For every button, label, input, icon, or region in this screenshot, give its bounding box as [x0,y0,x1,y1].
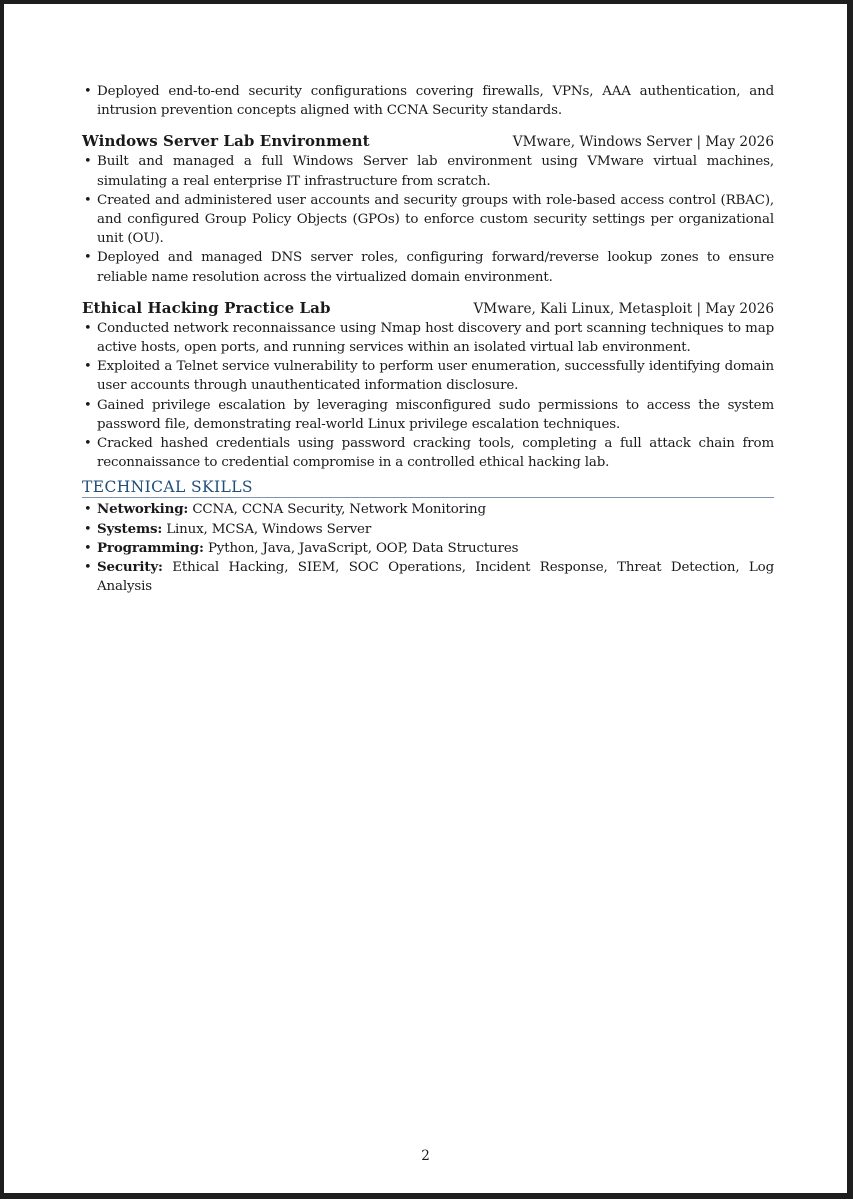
project-header [82,299,774,317]
project-header [82,132,774,150]
project-meta: VMware, Windows Server | May 2026 [512,134,774,151]
skill-item [82,539,774,558]
skill-label: Systems: [97,520,163,537]
bullet-icon: • [84,320,92,336]
project-title: Ethical Hacking Practice Lab [82,298,331,317]
project-meta: VMware, Kali Linux, Metasploit | May 2026 [473,300,774,317]
bullet-text: Exploited a Telnet service vulnerability to perform user enumeration, successfully identifying domain user accounts through unauthenticated information disclosure. [97,359,774,394]
skill-label: Networking: [97,501,189,518]
bullet-icon: • [84,397,92,413]
resume-page [4,4,847,1193]
project-title: Windows Server Lab Environment [82,132,370,151]
bullet-text: Built and managed a full Windows Server lab environment using VMware virtual machines, simulating a real enterprise IT infrastructure from scratch. [97,154,774,189]
project-bullet-list [82,319,774,473]
project-bullet-list [82,152,774,286]
bullet-icon: • [84,250,92,266]
list-item [82,319,774,357]
skill-item [82,500,774,519]
list-item [82,152,774,190]
bullet-text: Conducted network reconnaissance using Nmap host discovery and port scanning techniques to map active hosts, open ports, and running services within an isolated virtual lab environment. [97,320,774,356]
bullet-icon: • [84,84,92,99]
page-content [82,82,774,596]
skill-value: CCNA, CCNA Security, Network Monitoring [192,502,486,518]
list-item [82,191,774,249]
list-item [82,248,774,286]
bullet-icon: • [84,502,92,518]
intro-bullet-list [82,82,774,120]
bullet-icon: • [84,154,92,170]
section-title-technical-skills: TECHNICAL SKILLS [82,478,774,498]
skill-value: Python, Java, JavaScript, OOP, Data Structures [207,540,519,556]
skill-value: Linux, MCSA, Windows Server [166,521,372,537]
list-item [82,82,774,120]
skill-label: Programming: [97,539,204,556]
skill-item [82,520,774,539]
list-item [82,434,774,472]
bullet-text: Deployed end-to-end security configurations covering firewalls, VPNs, AAA authentication, and intrusion prevention concepts aligned with CCNA Security standards. [97,84,774,119]
bullet-text: Cracked hashed credentials using password cracking tools, completing a full attack chain from reconnaissance to credential compromise in a controlled ethical hacking lab. [97,436,774,471]
skill-label: Security: [97,559,163,576]
list-item [82,357,774,395]
bullet-icon: • [84,540,92,556]
page-number: 2 [421,1148,430,1164]
skill-item [82,558,774,596]
bullet-icon: • [84,436,92,452]
bullet-text: Created and administered user accounts and security groups with role-based access control (RBAC), and configured Group Policy Objects (GPOs) to enforce custom security settings per organizational unit (OU). [97,192,774,247]
bullet-text: Deployed and managed DNS server roles, configuring forward/reverse lookup zones to ensure reliable name resolution across the virtualized domain environment. [97,250,774,285]
skills-list [82,500,774,596]
bullet-icon: • [84,359,92,375]
skill-value: Ethical Hacking, SIEM, SOC Operations, Incident Response, Threat Detection, Log Analysis [97,560,775,595]
bullet-icon: • [84,560,92,576]
bullet-icon: • [84,521,92,537]
list-item [82,396,774,434]
bullet-text: Gained privilege escalation by leveraging misconfigured sudo permissions to access the system password file, demonstrating real-world Linux privilege escalation techniques. [97,397,774,432]
bullet-icon: • [84,192,92,208]
